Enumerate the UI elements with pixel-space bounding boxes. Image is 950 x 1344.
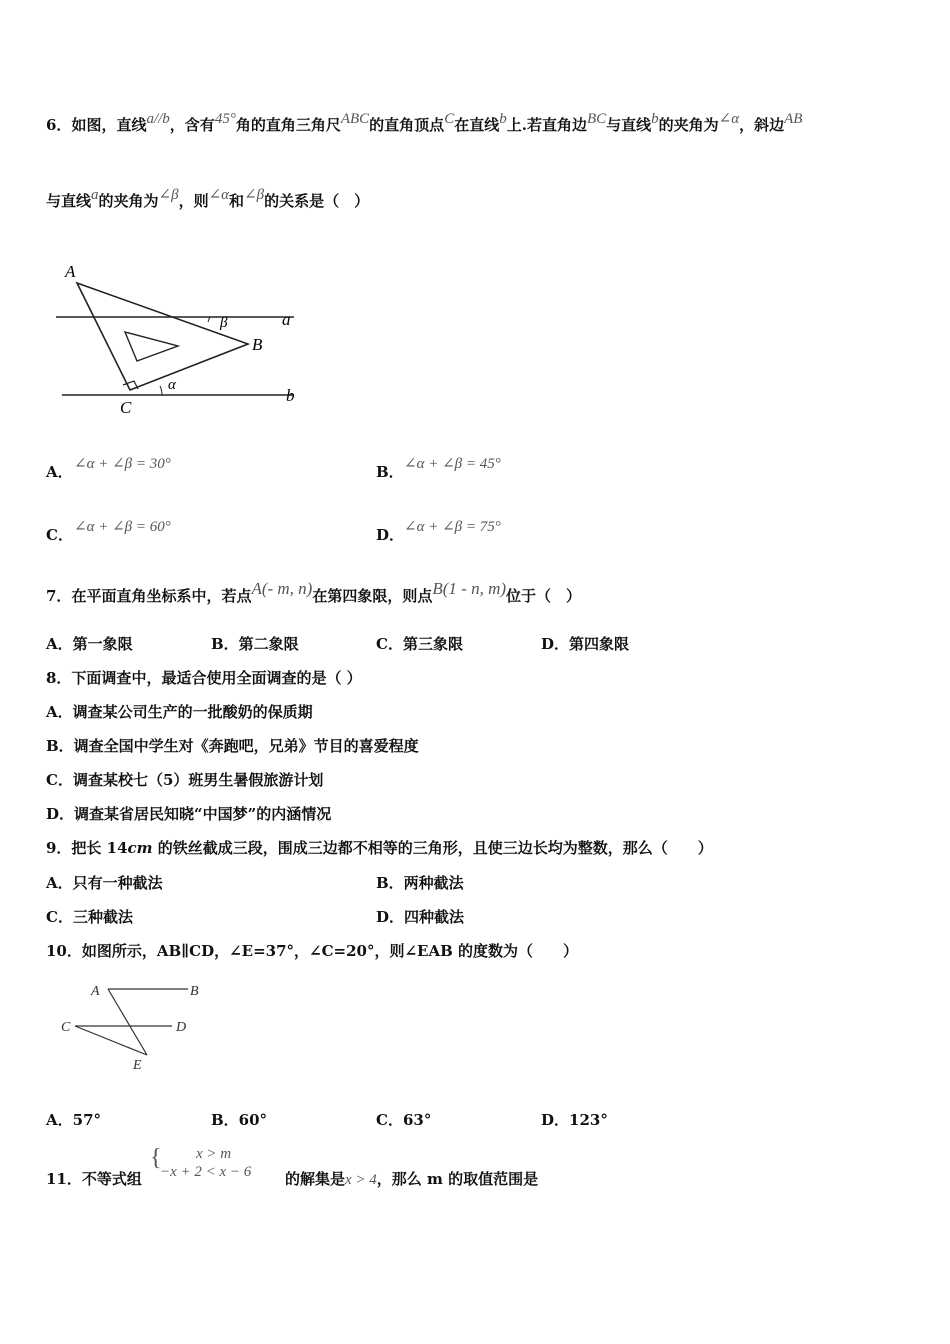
q7-option-a[interactable]: A．第一象限 bbox=[46, 635, 133, 653]
q6-option-d-label[interactable]: D． bbox=[376, 526, 405, 544]
q8-option-b[interactable]: B．调查全国中学生对《奔跑吧，兄弟》节目的喜爱程度 bbox=[46, 737, 419, 755]
q7-stem: 7．在平面直角坐标系中，若点A(- m, n)在第四象限，则点B(1 - n, m)位于（ ） bbox=[46, 579, 582, 605]
q6-option-d-math[interactable]: ∠α + ∠β = 75° bbox=[404, 519, 501, 535]
triangle-abc bbox=[77, 283, 248, 390]
q8-option-a[interactable]: A．调查某公司生产的一批酸奶的保质期 bbox=[46, 703, 313, 721]
label-beta: β bbox=[220, 315, 228, 331]
line-ce bbox=[75, 1026, 147, 1055]
q11-number: 11．不等式组 bbox=[46, 1170, 142, 1188]
q11-brace: { bbox=[150, 1145, 162, 1171]
label-D: D bbox=[176, 1020, 187, 1035]
q7-option-c[interactable]: C．第三象限 bbox=[376, 635, 463, 653]
q7-option-d[interactable]: D．第四象限 bbox=[541, 635, 630, 653]
label-a: a bbox=[282, 310, 291, 329]
label-A: A bbox=[65, 262, 76, 281]
q6-option-a-label[interactable]: A． bbox=[46, 463, 73, 481]
q6-option-a-math[interactable]: ∠α + ∠β = 30° bbox=[74, 456, 171, 472]
line-ae bbox=[108, 989, 147, 1055]
q6-option-b-math[interactable]: ∠α + ∠β = 45° bbox=[404, 456, 501, 472]
q11-tail: 的解集是x > 4，那么 m 的取值范围是 bbox=[285, 1170, 539, 1188]
q10-option-c[interactable]: C．63° bbox=[376, 1111, 432, 1129]
q8-option-c[interactable]: C．调查某校七（5）班男生暑假旅游计划 bbox=[46, 771, 324, 789]
label-B: B bbox=[252, 335, 263, 354]
q9-option-d[interactable]: D．四种截法 bbox=[376, 908, 465, 926]
q10-figure bbox=[55, 975, 215, 1075]
q9-stem: 9．把长 14cm 的铁丝截成三段，围成三边都不相等的三角形，且使三边长均为整数，那么（ ） bbox=[46, 839, 713, 857]
q8-stem: 8．下面调查中，最适合使用全面调查的是（ ） bbox=[46, 669, 362, 687]
q6-stem-line2: 与直线a的夹角为∠β，则∠α和∠β的关系是（ ） bbox=[46, 187, 370, 210]
q10-option-d[interactable]: D．123° bbox=[541, 1111, 608, 1129]
alpha-arc bbox=[160, 386, 162, 395]
q6-figure bbox=[50, 255, 310, 420]
q10-stem: 10．如图所示，AB∥CD，∠E=37°，∠C=20°，则∠EAB 的度数为（ ） bbox=[46, 942, 579, 960]
q11-system-row2: −x + 2 < x − 6 bbox=[160, 1164, 252, 1180]
q7-option-b[interactable]: B．第二象限 bbox=[211, 635, 299, 653]
q9-option-a[interactable]: A．只有一种截法 bbox=[46, 874, 163, 892]
inner-triangle bbox=[125, 332, 178, 361]
label-B: B bbox=[190, 984, 199, 999]
label-C: C bbox=[120, 398, 132, 417]
q9-option-c[interactable]: C．三种截法 bbox=[46, 908, 133, 926]
q6-option-b-label[interactable]: B． bbox=[376, 463, 404, 481]
q8-option-d[interactable]: D．调查某省居民知晓“中国梦”的内涵情况 bbox=[46, 805, 332, 823]
q11-system-row1: x > m bbox=[196, 1146, 232, 1162]
label-C: C bbox=[61, 1020, 71, 1035]
q9-option-b[interactable]: B．两种截法 bbox=[376, 874, 464, 892]
q6-option-c-label[interactable]: C． bbox=[46, 526, 73, 544]
q6-option-c-math[interactable]: ∠α + ∠β = 60° bbox=[74, 519, 171, 535]
q10-option-a[interactable]: A．57° bbox=[46, 1111, 102, 1129]
label-b: b bbox=[286, 386, 295, 405]
q10-option-b[interactable]: B．60° bbox=[211, 1111, 268, 1129]
label-A: A bbox=[91, 984, 100, 999]
label-alpha: α bbox=[168, 377, 176, 393]
q6-stem-line1: 6．如图，直线a//b，含有45°角的直角三角尺ABC的直角顶点C在直线b上.若直角边BC与直线b的夹角为∠α，斜边AB bbox=[46, 111, 803, 134]
label-E: E bbox=[133, 1058, 142, 1073]
